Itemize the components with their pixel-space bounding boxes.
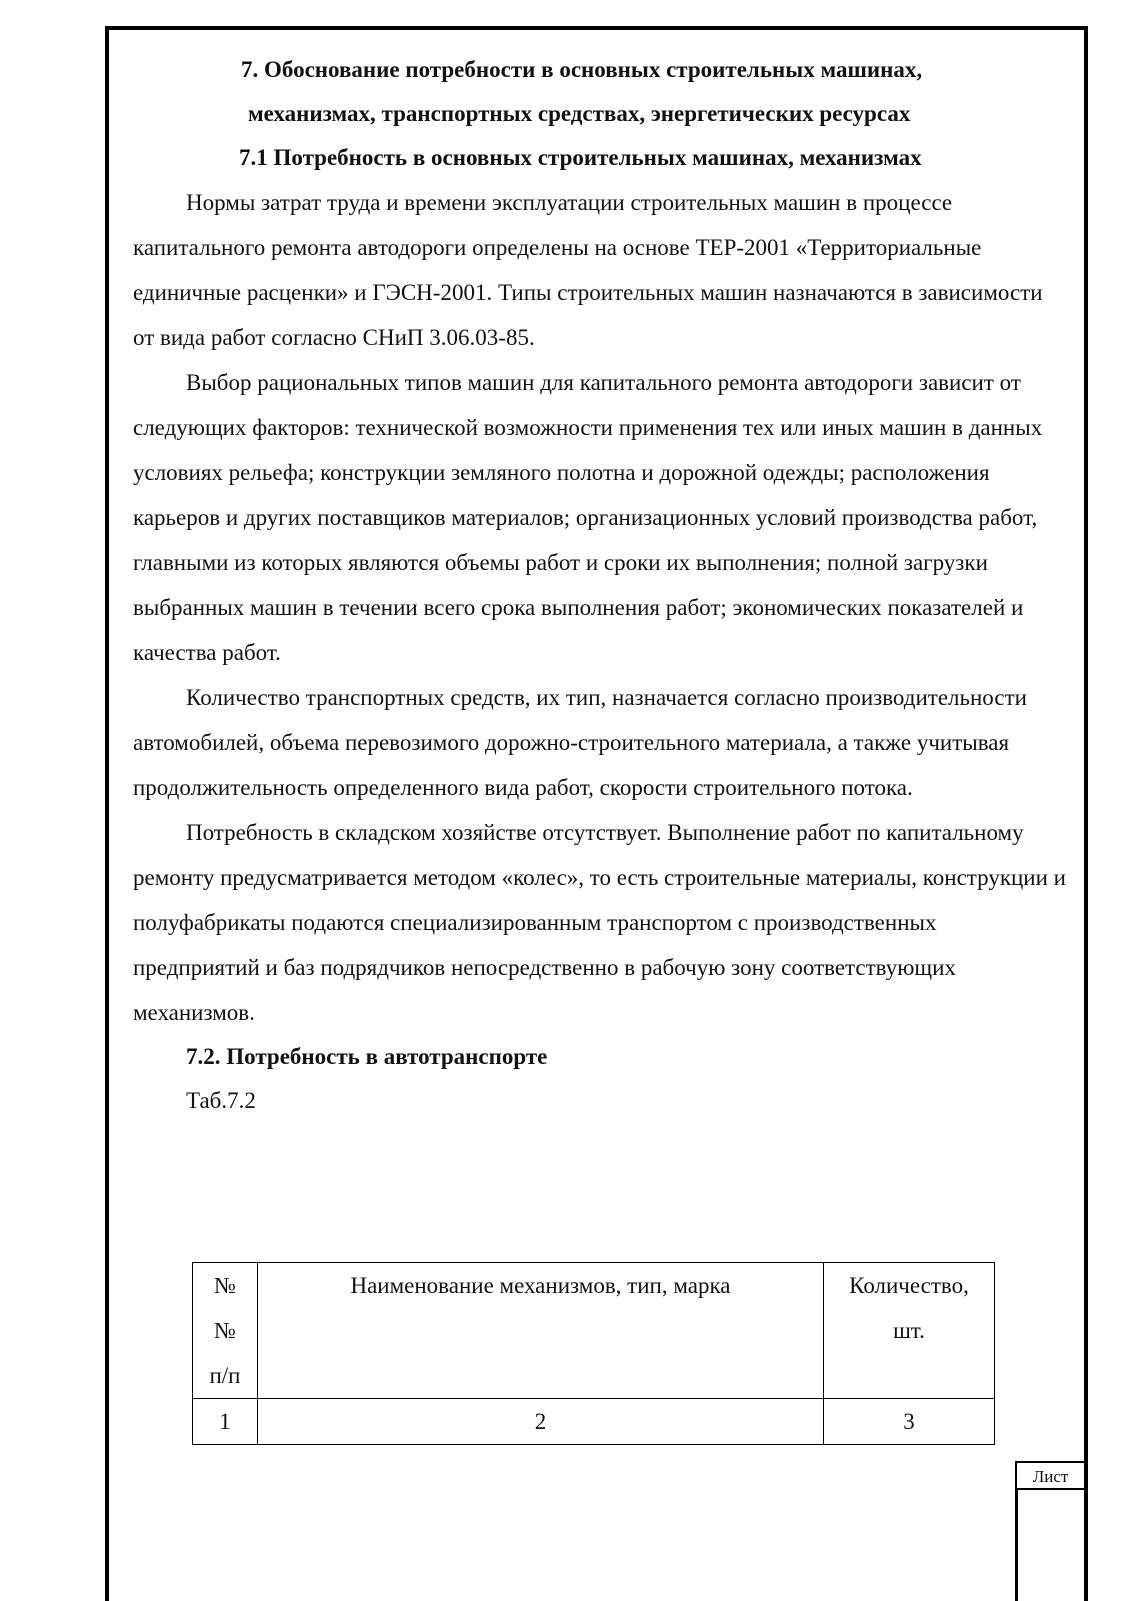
frame-top-border xyxy=(105,26,1088,30)
index-cell-3: 3 xyxy=(824,1399,995,1445)
paragraph-norms: Нормы затрат труда и времени эксплуатации строительных машин в процессе капитального ремонта автодороги определены на основе ТЕР-2001 «Территориальные единичные расценки» и ГЭСН-2001. Типы строительных машин назначаются в зависимости от вида работ согласно СНиП 3.06.03-85. xyxy=(133,190,1043,350)
header-number-cell xyxy=(193,1263,258,1399)
frame-right-border xyxy=(1084,26,1088,1601)
section-heading-line1: 7. Обоснование потребности в основных строительных машинах, xyxy=(241,57,923,82)
table-label: Таб.7.2 xyxy=(186,1088,256,1113)
stamp-divider xyxy=(1015,1490,1018,1601)
index-cell-2: 2 xyxy=(258,1399,824,1445)
paragraph-storage: Потребность в складском хозяйстве отсутствует. Выполнение работ по капитальному ремонту предусматривается методом «колес», то есть строительные материалы, конструкции и полуфабрикаты подаются специализированным транспортом с производственных предприятий и баз подрядчиков непосредственно в рабочую зону соответствующих механизмов. xyxy=(133,820,1066,1025)
subsection-heading-71: 7.1 Потребность в основных строительных машинах, механизмах xyxy=(239,145,922,170)
section-heading-line2: механизмах, транспортных средствах, энергетических ресурсах xyxy=(248,101,911,126)
table-header-row xyxy=(193,1263,995,1399)
sheet-label: Лист xyxy=(1015,1461,1084,1490)
header-number-line3: п/п xyxy=(209,1363,241,1388)
paragraph-machine-choice: Выбор рациональных типов машин для капитального ремонта автодороги зависит от следующих факторов: технической возможности применения тех или иных машин в данных условиях рельефа; конструкции земляного полотна и дорожной одежды; расположения карьеров и других поставщиков материалов; организационных условий производства работ, главными из которых являются объемы работ и сроки их выполнения; полной загрузки выбранных машин в течении всего срока выполнения работ; экономических показателей и качества работ. xyxy=(133,370,1043,665)
header-number-line2: № xyxy=(214,1318,236,1343)
document-body xyxy=(133,48,1068,1123)
header-quantity-cell xyxy=(824,1263,995,1399)
header-number-line1: № xyxy=(214,1273,236,1298)
index-cell-1: 1 xyxy=(193,1399,258,1445)
frame-left-border xyxy=(105,26,109,1601)
table-index-row xyxy=(193,1399,995,1445)
header-quantity-line2: шт. xyxy=(893,1318,925,1343)
title-block-stamp xyxy=(1015,1461,1084,1601)
vehicles-table xyxy=(192,1262,995,1445)
paragraph-transport-count: Количество транспортных средств, их тип, назначается согласно производительности автомобилей, объема перевозимого дорожно-строительного материала, а также учитывая продолжительность определенного вида работ, скорости строительного потока. xyxy=(133,685,1027,800)
header-quantity-line1: Количество, xyxy=(849,1273,969,1298)
subsection-heading-72: 7.2. Потребность в автотранспорте xyxy=(186,1044,548,1069)
header-name-cell: Наименование механизмов, тип, марка xyxy=(258,1263,824,1399)
